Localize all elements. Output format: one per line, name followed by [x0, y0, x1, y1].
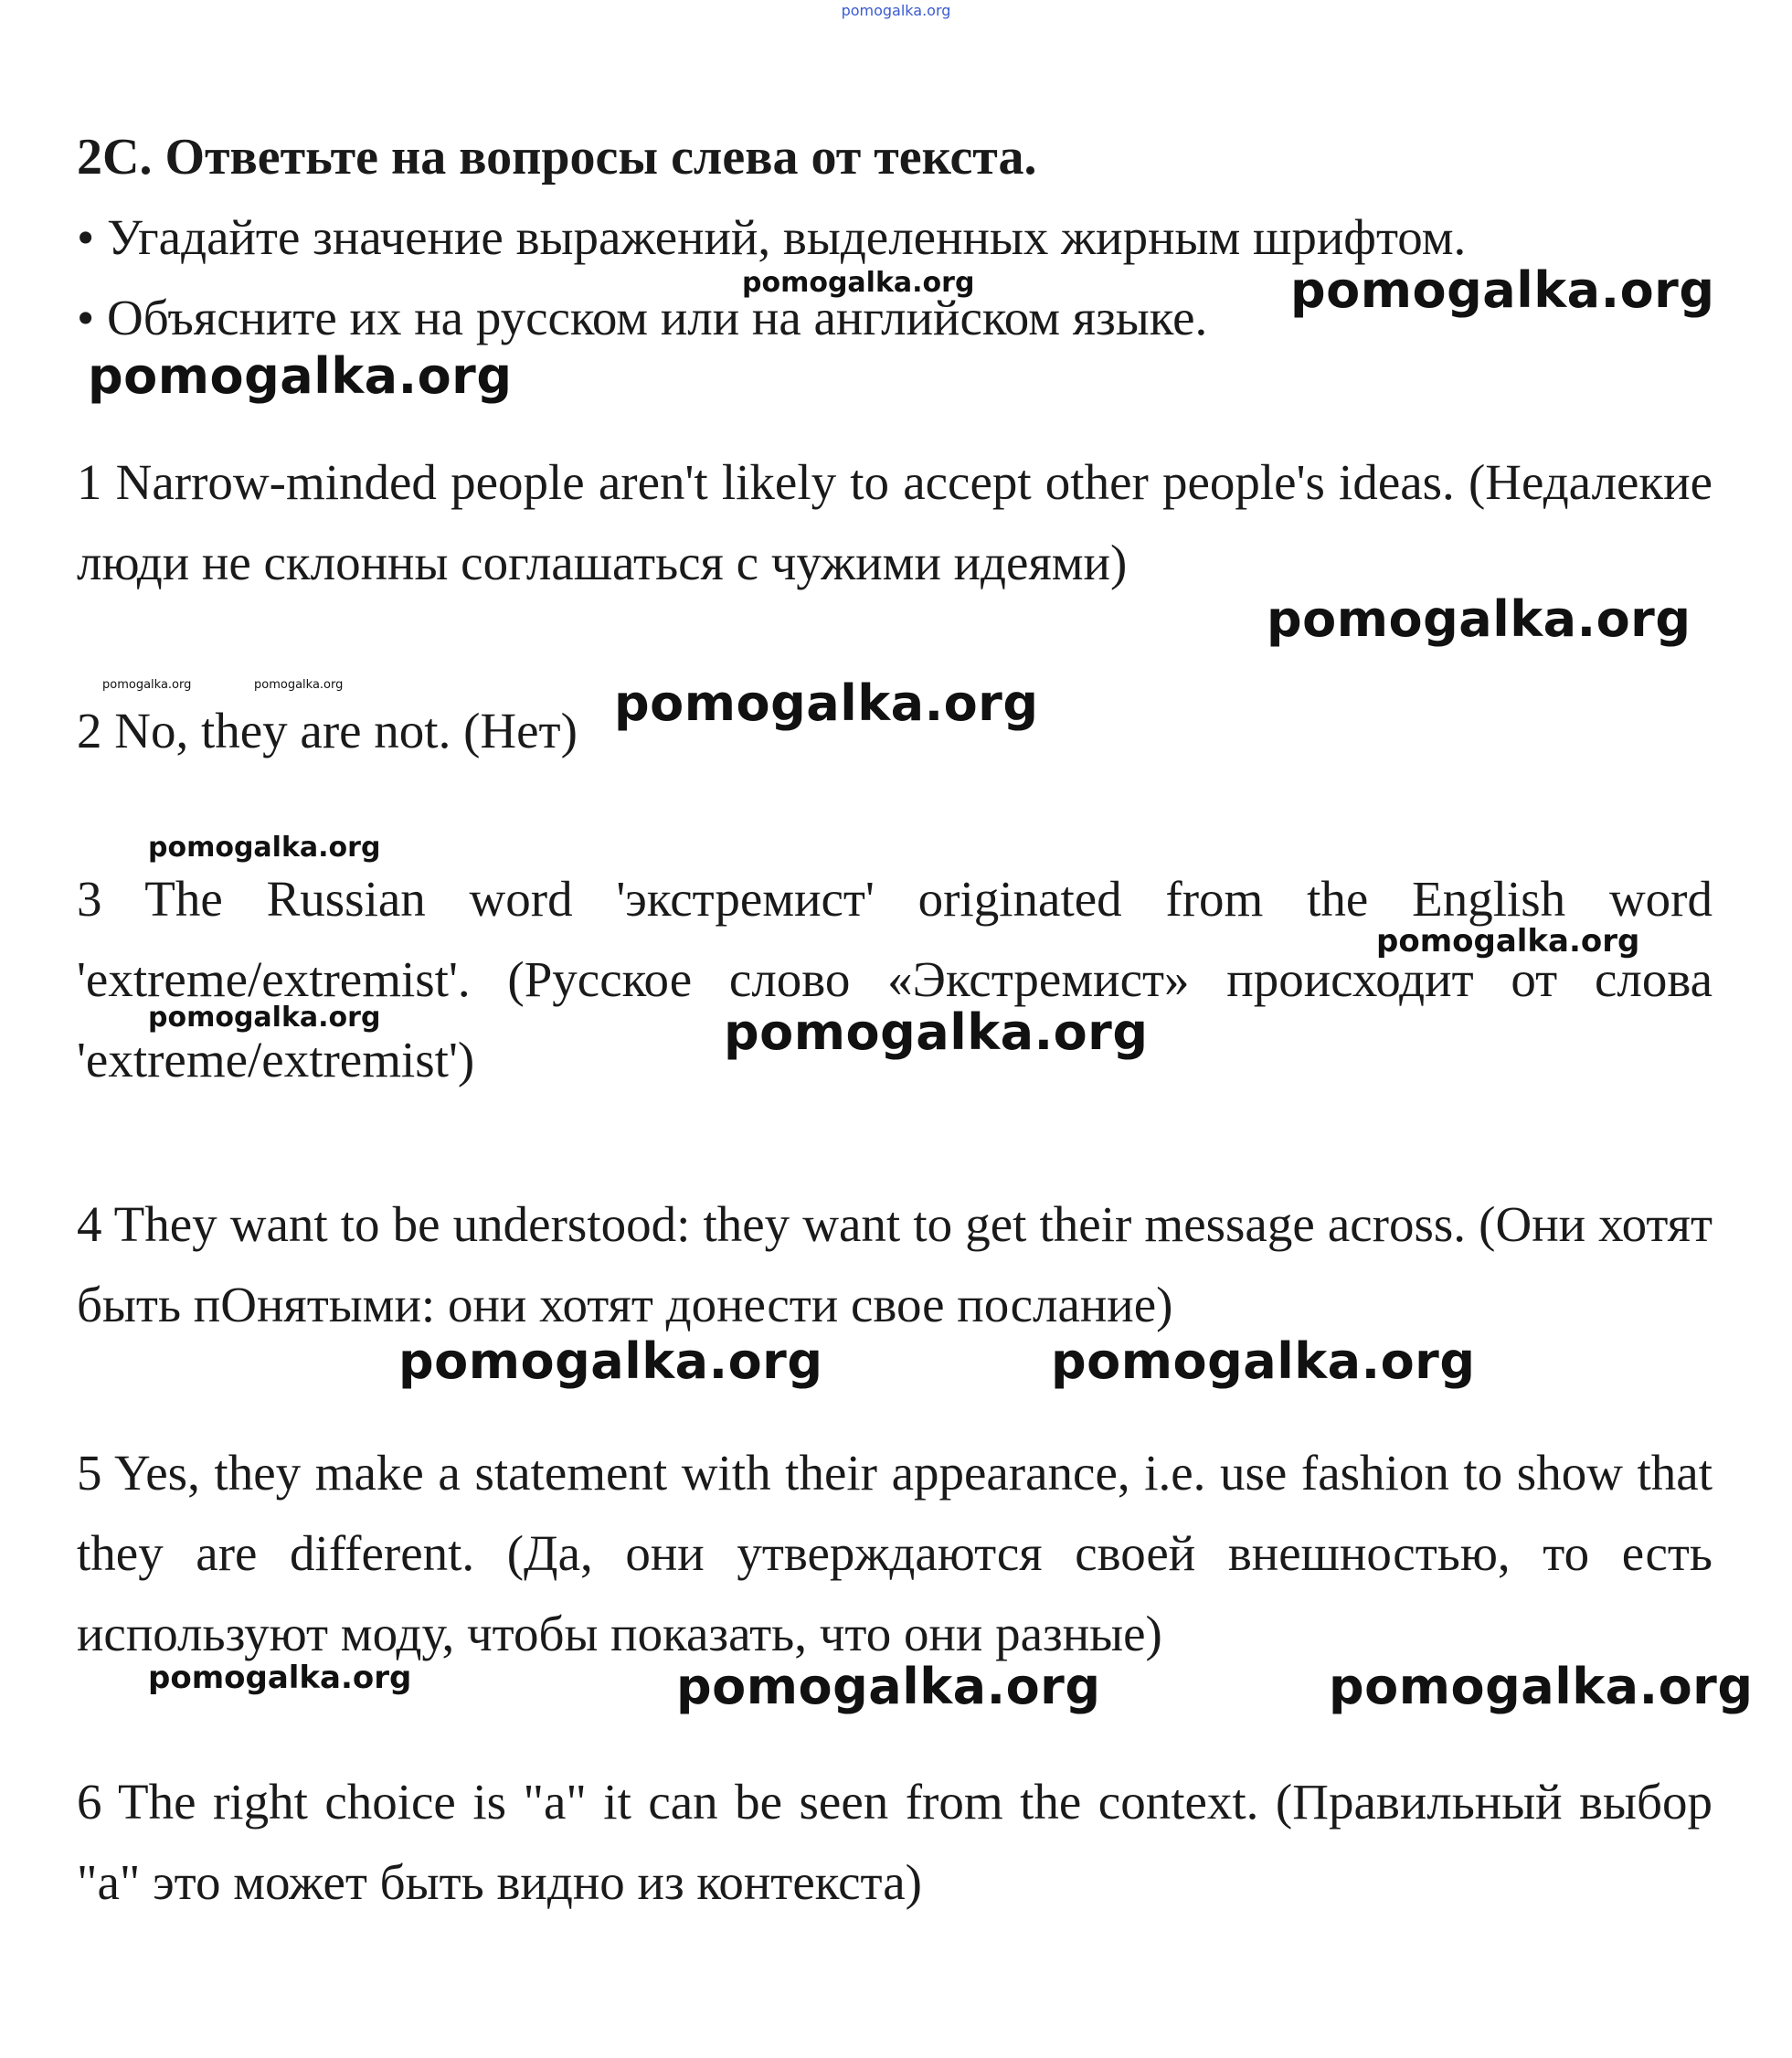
watermark: pomogalka.org: [1376, 923, 1640, 960]
watermark: pomogalka.org: [398, 1332, 823, 1390]
instruction-bullet-1: • Угадайте значение выражений, выделенных жирным шрифтом.: [77, 209, 1467, 265]
watermark: pomogalka.org: [1329, 1658, 1754, 1715]
task-heading: 2C. Ответьте на вопросы слева от текста.: [77, 129, 1037, 186]
watermark: pomogalka.org: [614, 674, 1039, 732]
watermark: pomogalka.org: [88, 347, 513, 405]
watermark: pomogalka.org: [148, 1660, 412, 1696]
watermark: pomogalka.org: [148, 832, 381, 864]
answer-3: 3 The Russian word 'экстремист' originated from the English word 'extreme/extremist'. (Русское слово «Экстремист» происходит от слова 'extreme/extremist'): [77, 871, 1712, 1087]
answer-1: 1 Narrow-minded people aren't likely to accept other people's ideas. (Недалекие люди не склонны соглашаться с чужими идеями): [77, 454, 1712, 590]
instruction-bullet-2: • Объясните их на русском или на английском языке.: [77, 290, 1208, 345]
watermark: pomogalka.org: [676, 1658, 1101, 1715]
watermark: pomogalka.org: [1267, 590, 1691, 648]
answer-4: 4 They want to be understood: they want to get their message across. (Они хотят быть пОнятыми: они хотят донести свое послание): [77, 1196, 1712, 1332]
watermark: pomogalka.org: [724, 1003, 1149, 1061]
site-tag-header: pomogalka.org: [841, 2, 951, 19]
watermark: pomogalka.org: [254, 678, 344, 692]
answer-6: 6 The right choice is "a" it can be seen from the context. (Правильный выбор "а" это может быть видно из контекста): [77, 1774, 1712, 1910]
watermark: pomogalka.org: [1051, 1332, 1476, 1390]
watermark: pomogalka.org: [1290, 261, 1715, 319]
watermark: pomogalka.org: [148, 1002, 381, 1034]
answer-2: 2 No, they are not. (Нет): [77, 703, 578, 758]
watermark: pomogalka.org: [102, 678, 192, 692]
answer-5: 5 Yes, they make a statement with their appearance, i.e. use fashion to show that they are different. (Да, они утверждаются своей внешностью, то есть используют моду, чтобы показать, что они разные): [77, 1445, 1712, 1661]
watermark: pomogalka.org: [742, 267, 975, 299]
